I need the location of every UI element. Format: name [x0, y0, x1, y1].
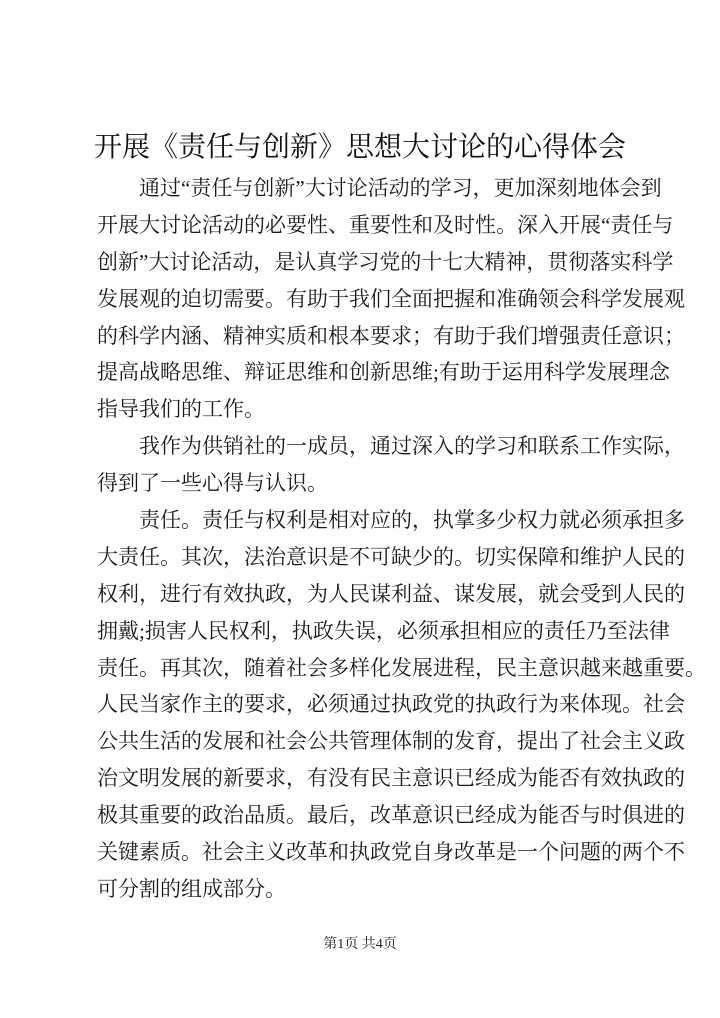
- document-body: [97, 170, 706, 908]
- text-line: 治文明发展的新要求，有没有民主意识已经成为能否有效执政的: [97, 766, 685, 791]
- text-line: 通过“责任与创新”大讨论活动的学习，更加深刻地体会到: [139, 176, 662, 200]
- paragraph-1: [97, 170, 685, 428]
- text-line: 权利，进行有效执政，为人民谋利益、谋发展，就会受到人民的: [97, 581, 685, 606]
- text-line: 我作为供销社的一成员，通过深入的学习和联系工作实际，: [139, 434, 685, 459]
- text-line: 公共生活的发展和社会公共管理体制的发育，提出了社会主义政: [97, 729, 685, 754]
- text-line: 大责任。其次，法治意识是不可缺少的。切实保障和维护人民的: [97, 544, 685, 569]
- text-line: 责任。责任与权利是相对应的，执掌多少权力就必须承担多: [139, 508, 685, 533]
- text-line: 创新”大讨论活动，是认真学习党的十七大精神，贯彻落实科学: [97, 249, 674, 274]
- text-line: 极其重要的政治品质。最后，改革意识已经成为能否与时俱进的: [97, 803, 685, 828]
- text-line: 的科学内涵、精神实质和根本要求；有助于我们增强责任意识；: [97, 323, 685, 348]
- paragraph-3: [97, 502, 706, 908]
- text-line: 提高战略思维、辩证思维和创新思维;有助于运用科学发展理念: [97, 360, 670, 385]
- document-title: 开展《责任与创新》思想大讨论的心得体会: [93, 132, 626, 163]
- text-line: 责任。再其次，随着社会多样化发展进程，民主意识越来越重要。: [97, 655, 706, 680]
- text-line: 发展观的迫切需要。有助于我们全面把握和准确领会科学发展观: [97, 286, 685, 311]
- text-line: 关键素质。社会主义改革和执政党自身改革是一个问题的两个不: [97, 840, 685, 865]
- text-line: 得到了一些心得与认识。: [97, 471, 328, 496]
- text-line: 人民当家作主的要求，必须通过执政党的执政行为来体现。社会: [97, 692, 685, 717]
- text-line: 拥戴;损害人民权利，执政失误，必须承担相应的责任乃至法律: [97, 618, 670, 643]
- text-line: 开展大讨论活动的必要性、重要性和及时性。深入开展“责任与: [97, 212, 674, 237]
- text-line: 可分割的组成部分。: [97, 876, 286, 901]
- page-number-footer: 第1页 共4页: [323, 937, 397, 952]
- text-line: 指导我们的工作。: [97, 397, 265, 422]
- paragraph-2: [97, 428, 685, 502]
